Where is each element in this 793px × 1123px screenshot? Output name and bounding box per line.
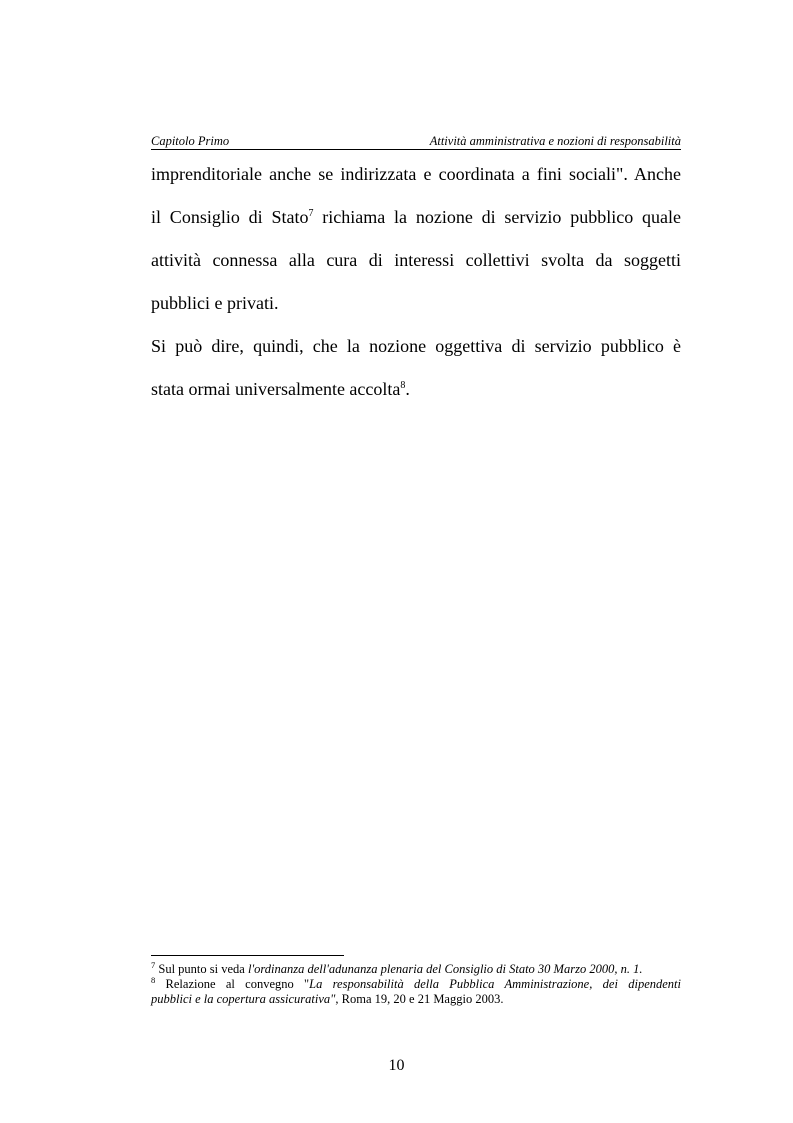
running-header bbox=[151, 133, 681, 150]
text-run: richiama la nozione di servizio pubblico quale bbox=[313, 207, 681, 227]
text-run: Si può dire, quindi, che la nozione oggettiva di servizio pubblico è bbox=[151, 336, 681, 356]
text-run: pubblici e la copertura assicurativa" bbox=[151, 992, 336, 1006]
body-line bbox=[151, 328, 681, 371]
body-text bbox=[151, 156, 681, 414]
text-run: , Roma 19, 20 e 21 Maggio 2003. bbox=[335, 992, 504, 1006]
footnote-ref-8[interactable]: 8 bbox=[400, 380, 406, 391]
footnote-ref-7[interactable]: 7 bbox=[308, 208, 314, 219]
text-run: il Consiglio di Stato bbox=[151, 207, 309, 227]
text-run: Sul punto si veda bbox=[155, 962, 248, 976]
footnote-number: 7 bbox=[151, 960, 156, 970]
footnotes bbox=[151, 962, 681, 1007]
chapter-title: Capitolo Primo bbox=[151, 134, 230, 148]
text-run: l'ordinanza dell'adunanza plenaria del Consiglio di Stato 30 Marzo 2000, n. 1. bbox=[247, 962, 643, 976]
footnote-8 bbox=[151, 977, 681, 992]
footnote-divider bbox=[151, 955, 344, 956]
text-run: stata ormai universalmente accolta bbox=[151, 379, 401, 399]
text-run: La responsabilità della Pubblica Amministrazione, dei dipendenti bbox=[309, 977, 681, 991]
section-title: Attività amministrativa e nozioni di responsabilità bbox=[429, 134, 681, 148]
footnote-7 bbox=[151, 962, 681, 977]
text-run: attività connessa alla cura di interessi collettivi svolta da soggetti bbox=[151, 250, 681, 270]
body-line bbox=[151, 156, 681, 199]
text-run: Relazione al convegno " bbox=[155, 977, 310, 991]
body-line bbox=[151, 199, 681, 242]
text-run: pubblici e privati. bbox=[151, 293, 279, 313]
page-number: 10 bbox=[388, 1057, 405, 1074]
footnote-number: 8 bbox=[151, 975, 156, 985]
body-line bbox=[151, 371, 681, 414]
body-line bbox=[151, 242, 681, 285]
footnote-8-cont bbox=[151, 992, 681, 1007]
text-run: . bbox=[405, 379, 410, 399]
body-line bbox=[151, 285, 681, 328]
text-run: imprenditoriale anche se indirizzata e coordinata a fini sociali". Anche bbox=[151, 164, 681, 184]
